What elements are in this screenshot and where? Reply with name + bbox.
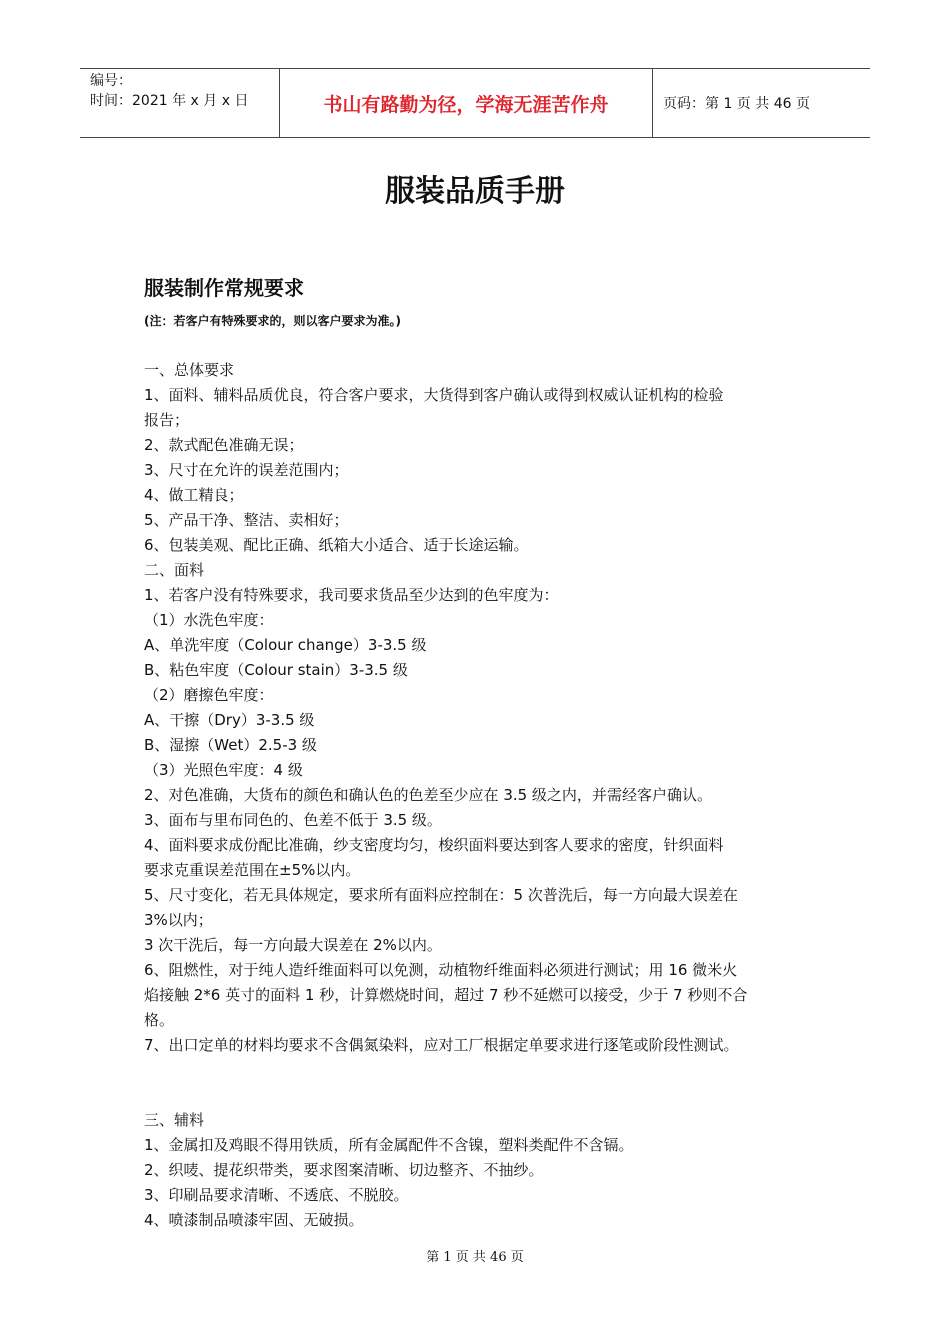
text-line: （1）水洗色牢度： <box>144 611 274 629</box>
text-line: 5、尺寸变化，若无具体规定，要求所有面料应控制在：5 次普洗后，每一方向最大误差在 <box>144 886 738 904</box>
text-line: 4、面料要求成份配比准确，纱支密度均匀，梭织面料要达到客人要求的密度，针织面料 <box>144 836 724 854</box>
text-line: （2）磨擦色牢度： <box>144 686 274 704</box>
document-body <box>144 358 814 1233</box>
text-line: A、单洗牢度（Colour change）3-3.5 级 <box>144 636 427 654</box>
text-line: 1、面料、辅料品质优良，符合客户要求，大货得到客户确认或得到权威认证机构的检验 <box>144 386 724 404</box>
text-line: 3、面布与里布同色的、色差不低于 3.5 级。 <box>144 811 442 829</box>
text-line: 4、喷漆制品喷漆牢固、无破损。 <box>144 1211 364 1229</box>
text-line: 1、金属扣及鸡眼不得用铁质，所有金属配件不含镍，塑料类配件不含镉。 <box>144 1136 634 1154</box>
text-line: B、粘色牢度（Colour stain）3-3.5 级 <box>144 661 408 679</box>
text-line: 4、做工精良； <box>144 486 244 504</box>
text-line: 3%以内； <box>144 911 213 929</box>
text-line: 5、产品干净、整洁、卖相好； <box>144 511 349 529</box>
text-line: 焰接触 2*6 英寸的面料 1 秒，计算燃烧时间，超过 7 秒不延燃可以接受，少于 7 秒则不合 <box>144 986 748 1004</box>
text-line: 3、尺寸在允许的误差范围内； <box>144 461 349 479</box>
time-label: 时间：2021 年 x 月 x 日 <box>90 93 249 109</box>
page-header <box>80 68 870 138</box>
number-label: 编号： <box>90 73 132 89</box>
text-line: 7、出口定单的材料均要求不含偶氮染料，应对工厂根据定单要求进行逐笔或阶段性测试。 <box>144 1036 739 1054</box>
text-line: 二、面料 <box>144 561 205 579</box>
text-line: （3）光照色牢度：4 级 <box>144 761 303 779</box>
text-line: 6、阻燃性，对于纯人造纤维面料可以免测，动植物纤维面料必须进行测试；用 16 微米火 <box>144 961 738 979</box>
text-line: 要求克重误差范围在±5%以内。 <box>144 861 361 879</box>
text-line: B、湿擦（Wet）2.5-3 级 <box>144 736 317 754</box>
text-line: 一、总体要求 <box>144 361 235 379</box>
header-meta <box>80 69 280 137</box>
text-line: 格。 <box>144 1011 175 1029</box>
text-line: 6、包装美观、配比正确、纸箱大小适合、适于长途运输。 <box>144 536 529 554</box>
text-line: A、干擦（Dry）3-3.5 级 <box>144 711 315 729</box>
text-line: 2、款式配色准确无误； <box>144 436 304 454</box>
text-line: 3、印刷品要求清晰、不透底、不脱胶。 <box>144 1186 409 1204</box>
header-motto: 书山有路勤为径，学海无涯苦作舟 <box>280 69 653 137</box>
paragraph-gap <box>144 1058 814 1108</box>
text-line: 三、辅料 <box>144 1111 205 1129</box>
document-title: 服装品质手册 <box>385 174 565 209</box>
text-line: 2、织唛、提花织带类，要求图案清晰、切边整齐、不抽纱。 <box>144 1161 544 1179</box>
text-line: 3 次干洗后，每一方向最大误差在 2%以内。 <box>144 936 442 954</box>
section-note: (注：若客户有特殊要求的，则以客户要求为准。) <box>144 314 401 328</box>
text-line: 2、对色准确，大货布的颜色和确认色的色差至少应在 3.5 级之内，并需经客户确认。 <box>144 786 712 804</box>
header-page-info: 页码：第 1 页 共 46 页 <box>663 96 810 112</box>
body-part-1 <box>144 358 814 1058</box>
body-part-2 <box>144 1108 814 1233</box>
section-title: 服装制作常规要求 <box>144 276 304 300</box>
text-line: 报告； <box>144 411 190 429</box>
text-line: 1、若客户没有特殊要求，我司要求货品至少达到的色牢度为： <box>144 586 559 604</box>
page-footer: 第 1 页 共 46 页 <box>426 1250 524 1265</box>
